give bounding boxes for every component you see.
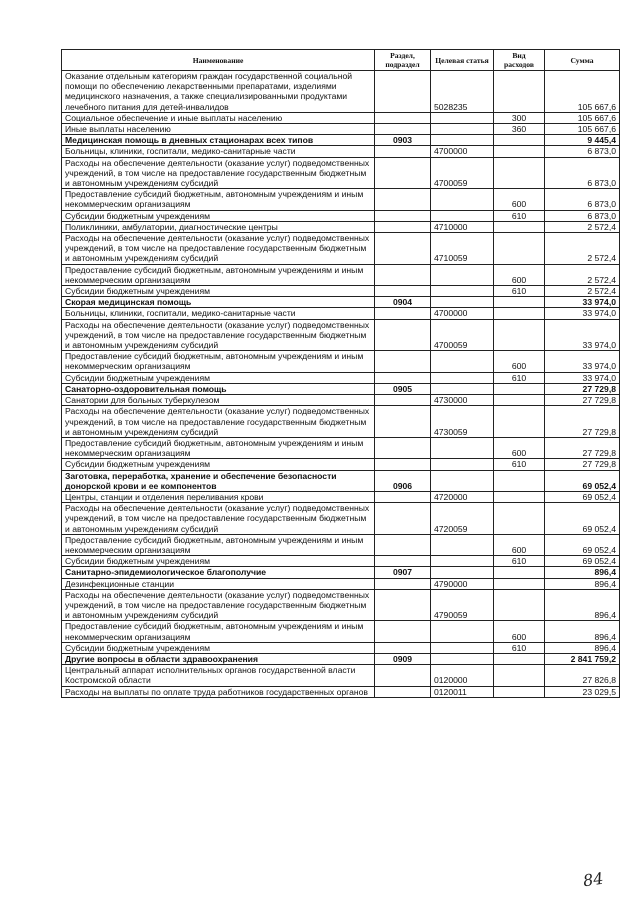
row-section	[375, 491, 431, 502]
row-target	[431, 372, 494, 383]
table-row	[62, 233, 620, 265]
row-sum: 69 052,4	[545, 556, 620, 567]
row-sum: 33 974,0	[545, 351, 620, 372]
row-section	[375, 233, 431, 265]
row-name: Центры, станции и отделения переливания крови	[62, 491, 375, 502]
header-sum: Сумма	[545, 50, 620, 71]
row-type: 600	[494, 189, 545, 210]
table-row	[62, 319, 620, 351]
table-row	[62, 578, 620, 589]
row-sum: 33 974,0	[545, 297, 620, 308]
row-type	[494, 297, 545, 308]
row-type	[494, 319, 545, 351]
table-row	[62, 459, 620, 470]
row-sum: 33 974,0	[545, 319, 620, 351]
row-type: 610	[494, 642, 545, 653]
row-name: Иные выплаты населению	[62, 124, 375, 135]
row-name: Субсидии бюджетным учреждениям	[62, 286, 375, 297]
row-name: Расходы на обеспечение деятельности (оказание услуг) подведомственных учреждений, в том числе на предоставление государственным бюджетным и автономным учреждениям субсидий	[62, 233, 375, 265]
row-section	[375, 319, 431, 351]
row-type	[494, 686, 545, 697]
row-section	[375, 372, 431, 383]
row-type	[494, 308, 545, 319]
row-type	[494, 395, 545, 406]
row-name: Предоставление субсидий бюджетным, автономным учреждениям и иным некоммерческим организациям	[62, 351, 375, 372]
row-target	[431, 124, 494, 135]
row-type: 600	[494, 264, 545, 285]
row-name: Расходы на выплаты по оплате труда работников государственных органов	[62, 686, 375, 697]
row-name: Заготовка, переработка, хранение и обеспечение безопасности донорской крови и ее компонентов	[62, 470, 375, 491]
row-name: Расходы на обеспечение деятельности (оказание услуг) подведомственных учреждений, в том числе на предоставление государственным бюджетным и автономным учреждениям субсидий	[62, 503, 375, 535]
row-name: Расходы на обеспечение деятельности (оказание услуг) подведомственных учреждений, в том числе на предоставление государственным бюджетным и автономным учреждениям субсидий	[62, 157, 375, 189]
table-row	[62, 351, 620, 372]
row-target	[431, 621, 494, 642]
table-row	[62, 503, 620, 535]
row-type	[494, 653, 545, 664]
row-target: 4720000	[431, 491, 494, 502]
row-type: 610	[494, 210, 545, 221]
row-sum: 27 729,8	[545, 395, 620, 406]
row-type	[494, 406, 545, 438]
row-type	[494, 491, 545, 502]
row-target: 4710000	[431, 221, 494, 232]
row-target: 4730000	[431, 395, 494, 406]
row-name: Скорая медицинская помощь	[62, 297, 375, 308]
row-target: 4700000	[431, 146, 494, 157]
row-type	[494, 135, 545, 146]
table-row	[62, 308, 620, 319]
table-row	[62, 286, 620, 297]
row-target	[431, 653, 494, 664]
row-name: Субсидии бюджетным учреждениям	[62, 459, 375, 470]
table-section-row	[62, 297, 620, 308]
table-row	[62, 589, 620, 621]
row-section	[375, 189, 431, 210]
table-row	[62, 210, 620, 221]
row-sum: 105 667,6	[545, 71, 620, 113]
row-type	[494, 470, 545, 491]
table-row	[62, 491, 620, 502]
row-sum: 2 572,4	[545, 286, 620, 297]
row-target	[431, 556, 494, 567]
row-type: 360	[494, 124, 545, 135]
table-row	[62, 556, 620, 567]
table-header-row	[62, 50, 620, 71]
row-section	[375, 210, 431, 221]
row-sum: 2 572,4	[545, 221, 620, 232]
row-section	[375, 459, 431, 470]
table-row	[62, 221, 620, 232]
row-target	[431, 567, 494, 578]
row-sum: 27 826,8	[545, 665, 620, 686]
row-target	[431, 459, 494, 470]
row-sum: 27 729,8	[545, 383, 620, 394]
row-section: 0909	[375, 653, 431, 664]
row-name: Оказание отдельным категориям граждан государственной социальной помощи по обеспечению лекарственными препаратами, изделиями медицинского назначения, а также специализированными продуктами лечебного питания для детей-инвалидов	[62, 71, 375, 113]
row-type	[494, 146, 545, 157]
row-target: 4730059	[431, 406, 494, 438]
table-section-row	[62, 567, 620, 578]
row-section	[375, 286, 431, 297]
row-section	[375, 406, 431, 438]
row-sum: 896,4	[545, 578, 620, 589]
table-row	[62, 665, 620, 686]
table-section-row	[62, 470, 620, 491]
row-target: 4700000	[431, 308, 494, 319]
row-type	[494, 71, 545, 113]
row-sum: 6 873,0	[545, 210, 620, 221]
row-name: Расходы на обеспечение деятельности (оказание услуг) подведомственных учреждений, в том числе на предоставление государственным бюджетным и автономным учреждениям субсидий	[62, 319, 375, 351]
row-sum: 6 873,0	[545, 189, 620, 210]
row-name: Санаторно-оздоровительная помощь	[62, 383, 375, 394]
table-row	[62, 437, 620, 458]
row-type	[494, 221, 545, 232]
row-type	[494, 589, 545, 621]
row-section	[375, 437, 431, 458]
row-name: Центральный аппарат исполнительных органов государственной власти Костромской области	[62, 665, 375, 686]
row-target: 5028235	[431, 71, 494, 113]
row-type: 610	[494, 286, 545, 297]
row-name: Другие вопросы в области здравоохранения	[62, 653, 375, 664]
row-section	[375, 112, 431, 123]
row-type: 600	[494, 534, 545, 555]
row-name: Санитарно-эпидемиологическое благополучие	[62, 567, 375, 578]
row-type: 600	[494, 437, 545, 458]
row-target	[431, 264, 494, 285]
row-section	[375, 621, 431, 642]
row-section	[375, 686, 431, 697]
row-name: Субсидии бюджетным учреждениям	[62, 210, 375, 221]
row-type: 610	[494, 459, 545, 470]
row-name: Медицинская помощь в дневных стационарах всех типов	[62, 135, 375, 146]
row-type: 300	[494, 112, 545, 123]
row-target	[431, 210, 494, 221]
row-section	[375, 264, 431, 285]
row-target	[431, 286, 494, 297]
row-section	[375, 71, 431, 113]
row-name: Предоставление субсидий бюджетным, автономным учреждениям и иным некоммерческим организациям	[62, 189, 375, 210]
table-row	[62, 372, 620, 383]
row-sum: 896,4	[545, 589, 620, 621]
table-row	[62, 189, 620, 210]
row-name: Расходы на обеспечение деятельности (оказание услуг) подведомственных учреждений, в том числе на предоставление государственным бюджетным и автономным учреждениям субсидий	[62, 589, 375, 621]
table-row	[62, 621, 620, 642]
table-row	[62, 157, 620, 189]
row-sum: 896,4	[545, 621, 620, 642]
page-number: 84	[581, 868, 605, 891]
row-type	[494, 233, 545, 265]
row-section: 0906	[375, 470, 431, 491]
row-target	[431, 297, 494, 308]
row-section	[375, 308, 431, 319]
row-section	[375, 578, 431, 589]
table-row	[62, 534, 620, 555]
row-target	[431, 383, 494, 394]
row-sum: 2 572,4	[545, 264, 620, 285]
row-sum: 27 729,8	[545, 406, 620, 438]
row-target: 0120000	[431, 665, 494, 686]
row-section: 0907	[375, 567, 431, 578]
row-name: Больницы, клиники, госпитали, медико-санитарные части	[62, 146, 375, 157]
row-target	[431, 351, 494, 372]
row-section	[375, 395, 431, 406]
row-sum: 23 029,5	[545, 686, 620, 697]
row-type	[494, 665, 545, 686]
row-section	[375, 146, 431, 157]
budget-table	[61, 49, 620, 698]
table-section-row	[62, 653, 620, 664]
table-row	[62, 146, 620, 157]
row-sum: 6 873,0	[545, 157, 620, 189]
row-sum: 896,4	[545, 642, 620, 653]
row-target	[431, 189, 494, 210]
header-section: Раздел, подраздел	[375, 50, 431, 71]
row-sum: 6 873,0	[545, 146, 620, 157]
row-sum: 105 667,6	[545, 124, 620, 135]
row-sum: 69 052,4	[545, 470, 620, 491]
header-target: Целевая статья	[431, 50, 494, 71]
row-name: Поликлиники, амбулатории, диагностические центры	[62, 221, 375, 232]
table-body	[62, 71, 620, 698]
row-sum: 27 729,8	[545, 437, 620, 458]
row-target	[431, 437, 494, 458]
row-section	[375, 221, 431, 232]
table-row	[62, 264, 620, 285]
row-section	[375, 589, 431, 621]
row-name: Предоставление субсидий бюджетным, автономным учреждениям и иным некоммерческим организациям	[62, 534, 375, 555]
row-target	[431, 642, 494, 653]
row-type: 600	[494, 621, 545, 642]
row-name: Санатории для больных туберкулезом	[62, 395, 375, 406]
row-type	[494, 567, 545, 578]
row-section	[375, 157, 431, 189]
table-row	[62, 642, 620, 653]
row-name: Расходы на обеспечение деятельности (оказание услуг) подведомственных учреждений, в том числе на предоставление государственным бюджетным и автономным учреждениям субсидий	[62, 406, 375, 438]
row-name: Больницы, клиники, госпитали, медико-санитарные части	[62, 308, 375, 319]
row-sum: 33 974,0	[545, 372, 620, 383]
table-row	[62, 395, 620, 406]
row-target: 4720059	[431, 503, 494, 535]
row-target: 4790059	[431, 589, 494, 621]
table-row	[62, 112, 620, 123]
row-type: 600	[494, 351, 545, 372]
row-sum: 896,4	[545, 567, 620, 578]
table-section-row	[62, 383, 620, 394]
row-section	[375, 534, 431, 555]
row-target: 4700059	[431, 319, 494, 351]
row-type	[494, 503, 545, 535]
row-section	[375, 665, 431, 686]
row-section	[375, 642, 431, 653]
row-type: 610	[494, 556, 545, 567]
row-type: 610	[494, 372, 545, 383]
row-target	[431, 112, 494, 123]
row-target: 0120011	[431, 686, 494, 697]
table-row	[62, 406, 620, 438]
row-target	[431, 135, 494, 146]
row-section: 0903	[375, 135, 431, 146]
row-name: Субсидии бюджетным учреждениям	[62, 556, 375, 567]
row-type	[494, 157, 545, 189]
row-name: Дезинфекционные станции	[62, 578, 375, 589]
row-sum: 33 974,0	[545, 308, 620, 319]
table-row	[62, 71, 620, 113]
row-section	[375, 556, 431, 567]
row-section	[375, 124, 431, 135]
table-section-row	[62, 135, 620, 146]
row-sum: 2 841 759,2	[545, 653, 620, 664]
row-target: 4700059	[431, 157, 494, 189]
row-sum: 105 667,6	[545, 112, 620, 123]
row-name: Социальное обеспечение и иные выплаты населению	[62, 112, 375, 123]
row-name: Предоставление субсидий бюджетным, автономным учреждениям и иным некоммерческим организациям	[62, 264, 375, 285]
header-type: Вид расходов	[494, 50, 545, 71]
table-row	[62, 124, 620, 135]
row-target	[431, 534, 494, 555]
row-sum: 27 729,8	[545, 459, 620, 470]
row-section: 0904	[375, 297, 431, 308]
row-name: Субсидии бюджетным учреждениям	[62, 642, 375, 653]
header-name: Наименование	[62, 50, 375, 71]
row-section: 0905	[375, 383, 431, 394]
row-name: Субсидии бюджетным учреждениям	[62, 372, 375, 383]
row-section	[375, 503, 431, 535]
row-target: 4710059	[431, 233, 494, 265]
row-type	[494, 578, 545, 589]
row-type	[494, 383, 545, 394]
row-section	[375, 351, 431, 372]
row-sum: 69 052,4	[545, 503, 620, 535]
row-sum: 69 052,4	[545, 491, 620, 502]
row-sum: 69 052,4	[545, 534, 620, 555]
row-target	[431, 470, 494, 491]
row-target: 4790000	[431, 578, 494, 589]
row-name: Предоставление субсидий бюджетным, автономным учреждениям и иным некоммерческим организациям	[62, 621, 375, 642]
row-sum: 9 445,4	[545, 135, 620, 146]
table-row	[62, 686, 620, 697]
row-name: Предоставление субсидий бюджетным, автономным учреждениям и иным некоммерческим организациям	[62, 437, 375, 458]
row-sum: 2 572,4	[545, 233, 620, 265]
